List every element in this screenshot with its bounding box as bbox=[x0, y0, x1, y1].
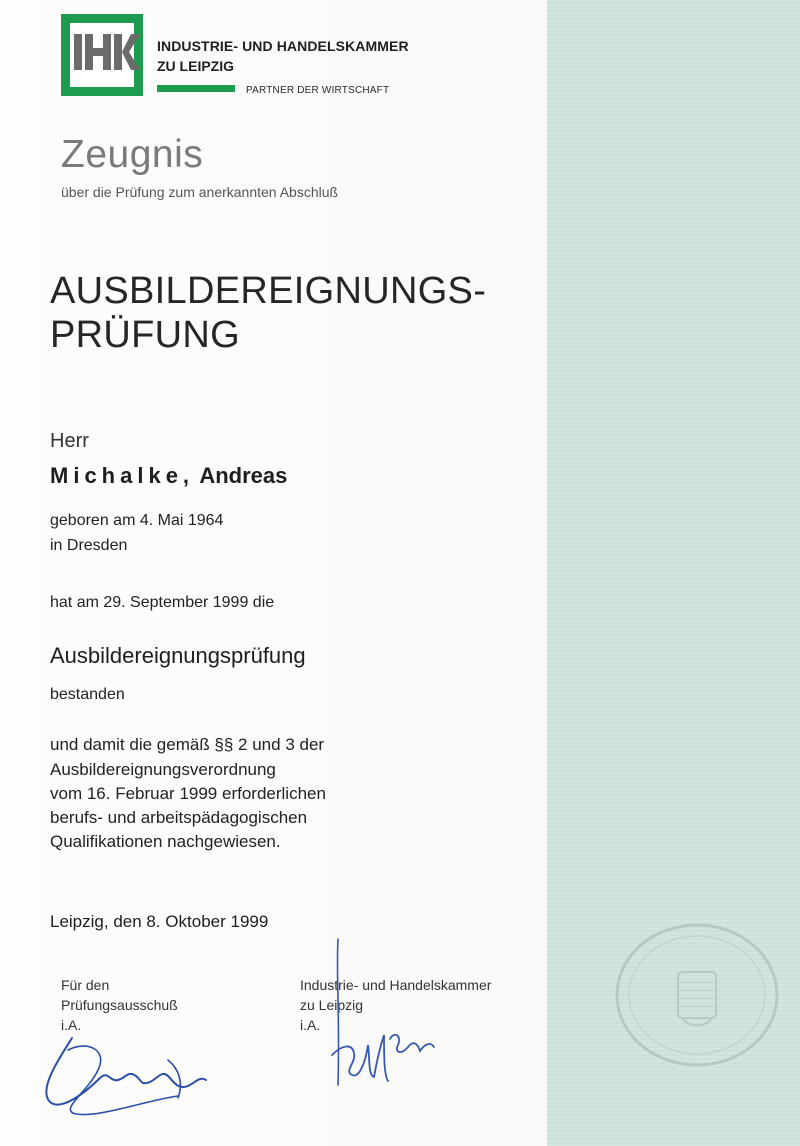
exam-name: Ausbildereignungsprüfung bbox=[50, 643, 306, 668]
right-signature bbox=[318, 935, 448, 1090]
salutation: Herr bbox=[50, 430, 89, 452]
statement-line: Qualifikationen nachgewiesen. bbox=[50, 832, 281, 851]
birth-place: in Dresden bbox=[50, 537, 128, 554]
issue-place-date: Leipzig, den 8. Oktober 1999 bbox=[50, 912, 269, 931]
ihk-logo bbox=[61, 14, 143, 96]
statement-line: und damit die gemäß §§ 2 und 3 der bbox=[50, 735, 325, 754]
left-signatory-line3: i.A. bbox=[61, 1017, 82, 1033]
brand-bar bbox=[157, 85, 235, 92]
exam-title-line2: PRÜFUNG bbox=[50, 314, 240, 356]
recipient-first-name: Andreas bbox=[199, 463, 288, 488]
right-signatory-line2: zu Leipzig bbox=[300, 997, 364, 1013]
birth-date: geboren am 4. Mai 1964 bbox=[50, 512, 224, 529]
left-signatory-line2: Prüfungsausschuß bbox=[61, 997, 178, 1013]
right-signatory-line1: Industrie- und Handelskammer bbox=[300, 977, 492, 993]
org-name-line2: ZU LEIPZIG bbox=[157, 58, 234, 74]
org-name-line1: INDUSTRIE- UND HANDELSKAMMER bbox=[157, 38, 409, 54]
certificate-heading: Zeugnis bbox=[61, 133, 204, 176]
exam-title-line1: AUSBILDEREIGNUNGS- bbox=[50, 270, 487, 312]
exam-date-line: hat am 29. September 1999 die bbox=[50, 594, 275, 611]
recipient-surname: Michalke, bbox=[50, 463, 195, 488]
tagline: PARTNER DER WIRTSCHAFT bbox=[246, 85, 390, 96]
certificate-subheading: über die Prüfung zum anerkannten Abschluß bbox=[61, 184, 339, 200]
statement-line: berufs- und arbeitspädagogischen bbox=[50, 808, 308, 827]
exam-result: bestanden bbox=[50, 686, 125, 703]
right-signatory-line3: i.A. bbox=[300, 1017, 321, 1033]
embossed-seal bbox=[612, 920, 782, 1070]
statement-line: Ausbildereignungsverordnung bbox=[50, 760, 276, 779]
left-signatory-line1: Für den bbox=[61, 977, 110, 993]
left-signature bbox=[28, 1020, 218, 1120]
statement-line: vom 16. Februar 1999 erforderlichen bbox=[50, 784, 326, 803]
recipient-name bbox=[50, 463, 287, 489]
